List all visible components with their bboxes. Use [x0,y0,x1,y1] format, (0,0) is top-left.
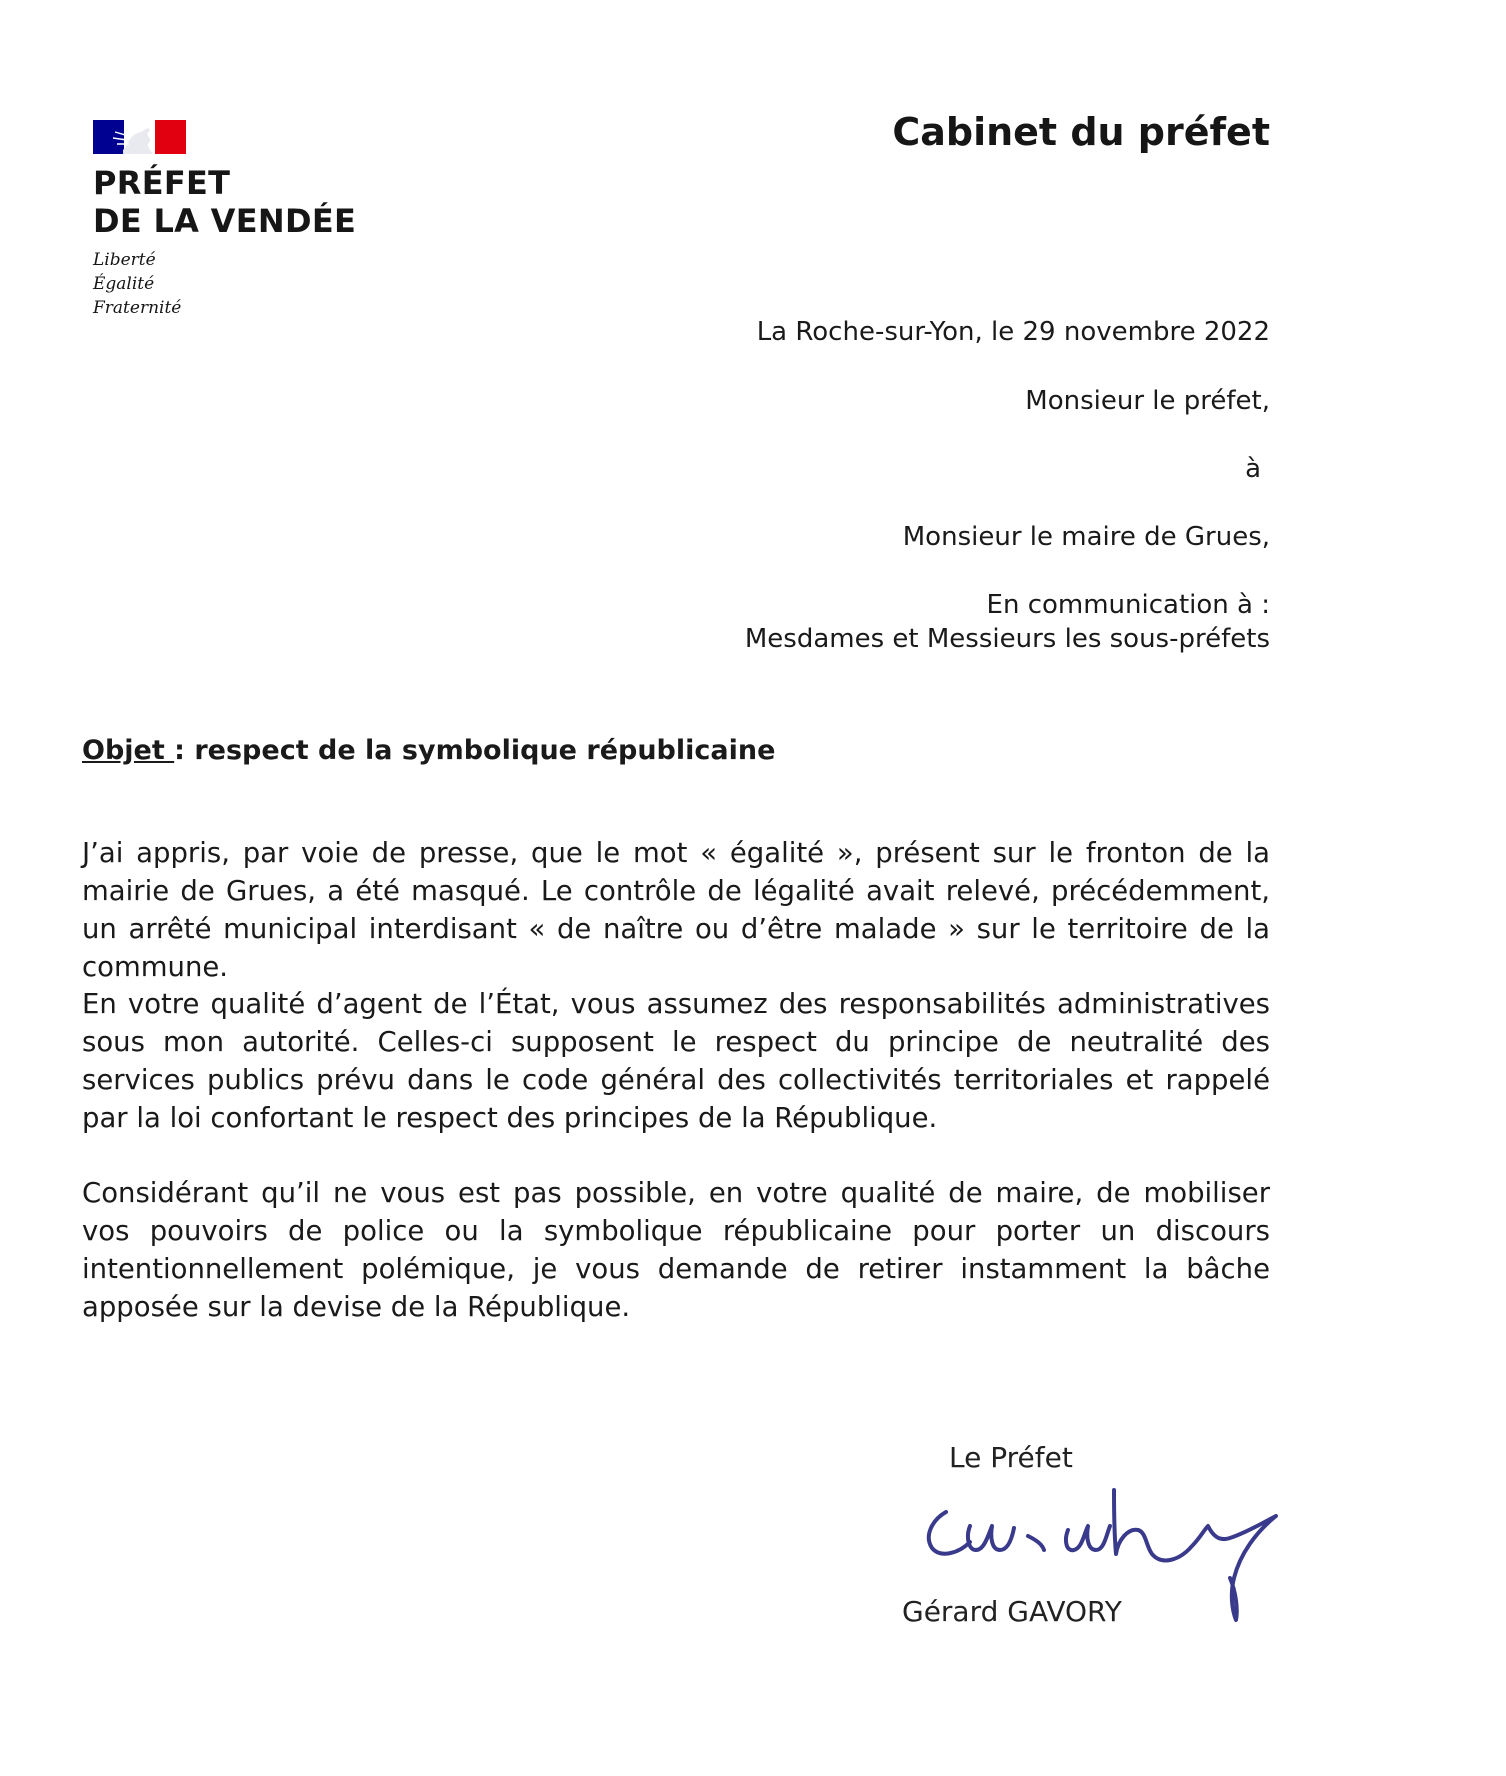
department-title: Cabinet du préfet [892,110,1270,154]
body-paragraph: J’ai appris, par voie de presse, que le mot « égalité », présent sur le fronton de la mairie de Grues, a été masqué. Le contrôle de légalité avait relevé, précédemment, un arrêté municipal interdisant « de naître ou d’être malade » sur le territoire de la commune. [82,837,1270,983]
cc-label: En communication à : [986,590,1270,620]
cc-recipients: Mesdames et Messieurs les sous-préfets [744,624,1270,654]
sender-line: Monsieur le préfet, [1025,386,1270,416]
subject-label: Objet [82,735,175,766]
issuer-name-line2: DE LA VENDÉE [93,202,357,240]
body-paragraph: Considérant qu’il ne vous est pas possible, en votre qualité de maire, de mobiliser vos pouvoirs de police ou la symbolique républicaine pour porter un discours intentionnellement polémique, je vous demande de retirer instamment la bâche apposée sur la devise de la République. [82,1177,1270,1323]
issuer-logo-block [93,120,356,320]
motto-fraternite: Fraternité [93,298,182,318]
date-line: La Roche-sur-Yon, le 29 novembre 2022 [756,317,1270,347]
subject-line [82,733,775,769]
subject-text: respect de la symbolique républicaine [194,735,776,766]
signer-title: Le Préfet [949,1441,1073,1474]
body-paragraph: En votre qualité d’agent de l’État, vous assumez des responsabilités administratives sous mon autorité. Celles-ci supposent le respect du principe de neutralité des services publics prévu dans le code général des collectivités territoriales et rappelé par la loi confortant le respect des principes de la République. [82,988,1270,1134]
motto-liberte: Liberté [93,250,156,270]
recipient-marker: à [1245,454,1261,484]
subject-separator: : [174,735,195,766]
motto-egalite: Égalité [93,274,155,294]
recipient-line: Monsieur le maire de Grues, [902,522,1270,552]
republic-motto [93,248,356,320]
signer-name: Gérard GAVORY [902,1595,1122,1628]
marianne-flag-icon [93,120,186,154]
issuer-name-line1: PRÉFET [93,164,231,202]
